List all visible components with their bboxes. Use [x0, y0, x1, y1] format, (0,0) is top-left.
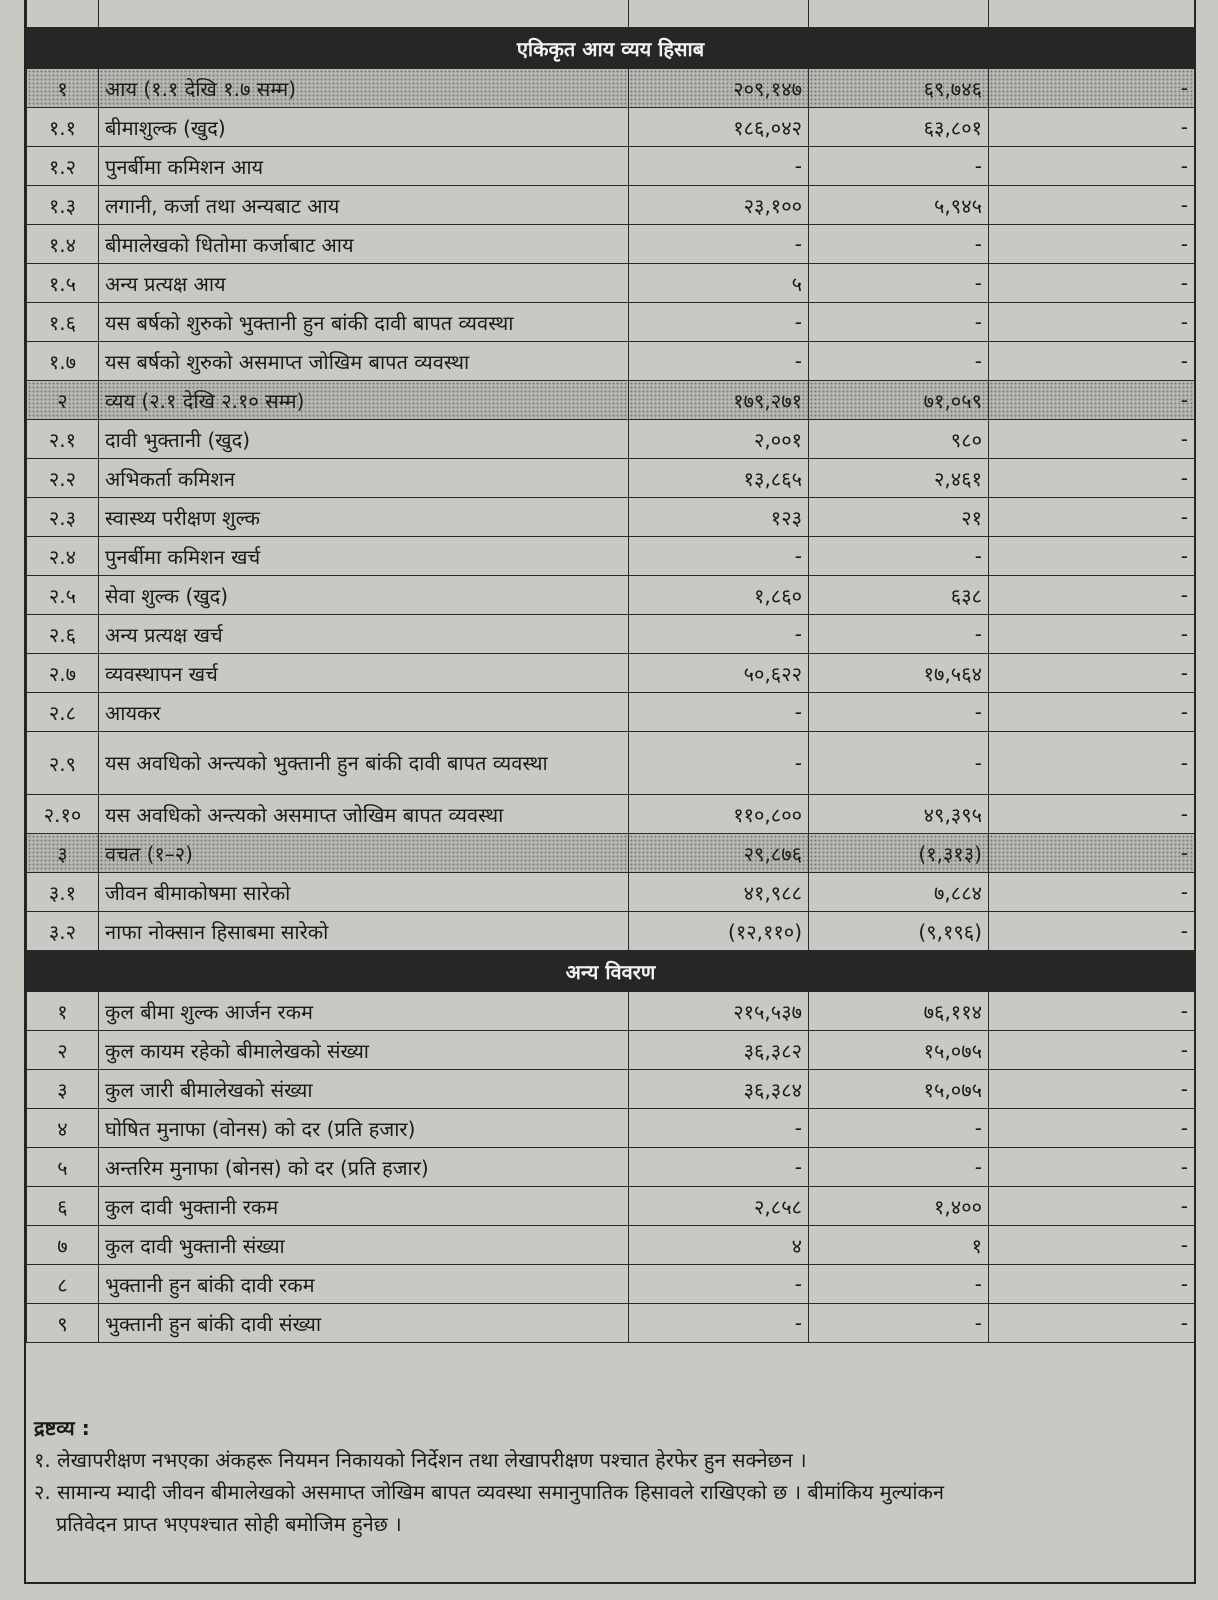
cell-no: २.६ — [27, 615, 99, 654]
cell-value-2: १ — [809, 1226, 989, 1265]
cell-value-2: - — [809, 615, 989, 654]
cell-value-2: १५,०७५ — [809, 1031, 989, 1070]
cell-value-2: ९८० — [809, 420, 989, 459]
cell-particular: आयकर — [99, 693, 629, 732]
cell-no: ३ — [27, 834, 99, 873]
cell-value-2: ४९,३९५ — [809, 795, 989, 834]
cell-value-1: - — [629, 1265, 809, 1304]
cell-value-1: ४ — [629, 1226, 809, 1265]
table-row — [27, 615, 1195, 654]
cell-value-3: - — [989, 732, 1195, 795]
table-row — [27, 992, 1195, 1031]
table-row — [27, 498, 1195, 537]
cell-particular: वचत (१–२) — [99, 834, 629, 873]
cell-no: २.५ — [27, 576, 99, 615]
cell-value-2 — [809, 0, 989, 28]
cell-value-2: - — [809, 693, 989, 732]
cell-value-3: - — [989, 225, 1195, 264]
cell-no: ८ — [27, 1265, 99, 1304]
cell-no: १.४ — [27, 225, 99, 264]
cell-value-1: १,८६० — [629, 576, 809, 615]
cell-no: २.४ — [27, 537, 99, 576]
cell-value-1: - — [629, 1304, 809, 1343]
cell-no: १.७ — [27, 342, 99, 381]
cell-value-2: - — [809, 1265, 989, 1304]
cell-value-3: - — [989, 1226, 1195, 1265]
cell-value-1: - — [629, 732, 809, 795]
cell-no: २.९ — [27, 732, 99, 795]
cell-value-3: - — [989, 912, 1195, 951]
cell-particular: भुक्तानी हुन बांकी दावी संख्या — [99, 1304, 629, 1343]
cell-value-3: - — [989, 108, 1195, 147]
cell-no — [27, 0, 99, 28]
cell-value-3: - — [989, 1148, 1195, 1187]
table-row — [27, 654, 1195, 693]
table-row — [27, 912, 1195, 951]
cell-value-1: २१५,५३७ — [629, 992, 809, 1031]
table-row — [27, 537, 1195, 576]
cell-particular: पुनर्बीमा कमिशन आय — [99, 147, 629, 186]
cell-value-1: ३६,३८२ — [629, 1031, 809, 1070]
cell-value-1: २३,१०० — [629, 186, 809, 225]
table-row — [27, 303, 1195, 342]
cell-particular — [99, 0, 629, 28]
cell-particular: नाफा नोक्सान हिसाबमा सारेको — [99, 912, 629, 951]
cell-particular: स्वास्थ्य परीक्षण शुल्क — [99, 498, 629, 537]
cell-value-1: - — [629, 1148, 809, 1187]
cell-no: ३.२ — [27, 912, 99, 951]
cell-value-1: १३,८६५ — [629, 459, 809, 498]
table-row — [27, 1304, 1195, 1343]
cell-value-3: - — [989, 1304, 1195, 1343]
cell-value-1: - — [629, 537, 809, 576]
cell-no: २.३ — [27, 498, 99, 537]
table-row — [27, 1031, 1195, 1070]
cell-value-2: - — [809, 342, 989, 381]
cell-value-1: १७९,२७१ — [629, 381, 809, 420]
cell-particular: यस बर्षको शुरुको भुक्तानी हुन बांकी दावी बापत व्यवस्था — [99, 303, 629, 342]
cell-value-3: - — [989, 498, 1195, 537]
table-row — [27, 1109, 1195, 1148]
cell-value-1: ४१,९८८ — [629, 873, 809, 912]
cell-value-2: - — [809, 225, 989, 264]
table-row — [27, 795, 1195, 834]
cell-value-1: - — [629, 1109, 809, 1148]
cell-value-1: ११०,८०० — [629, 795, 809, 834]
cell-no: ७ — [27, 1226, 99, 1265]
cell-value-3: - — [989, 303, 1195, 342]
cell-particular: पुनर्बीमा कमिशन खर्च — [99, 537, 629, 576]
cell-no: ५ — [27, 1148, 99, 1187]
notes-block — [24, 1410, 1196, 1584]
table-row — [27, 732, 1195, 795]
cell-value-1: - — [629, 303, 809, 342]
cell-particular: दावी भुक्तानी (खुद) — [99, 420, 629, 459]
table-row — [27, 873, 1195, 912]
cell-value-3: - — [989, 834, 1195, 873]
cell-particular: बीमाशुल्क (खुद) — [99, 108, 629, 147]
cell-value-3: - — [989, 693, 1195, 732]
cell-no: २.७ — [27, 654, 99, 693]
cell-value-2: ७१,०५९ — [809, 381, 989, 420]
cell-particular: यस अवधिको अन्त्यको भुक्तानी हुन बांकी दावी बापत व्यवस्था — [99, 732, 629, 795]
cell-value-2: - — [809, 1304, 989, 1343]
financial-table — [26, 0, 1195, 1343]
cell-particular: यस अवधिको अन्त्यको असमाप्त जोखिम बापत व्यवस्था — [99, 795, 629, 834]
note-item-1: १. लेखापरीक्षण नभएका अंकहरू नियमन निकायको निर्देशन तथा लेखापरीक्षण पश्चात हेरफेर हुन सक्नेछन । — [34, 1448, 807, 1472]
cell-value-1: (१२,११०) — [629, 912, 809, 951]
cell-value-3: - — [989, 147, 1195, 186]
cell-value-3: - — [989, 873, 1195, 912]
cell-no: ९ — [27, 1304, 99, 1343]
cell-value-1: - — [629, 342, 809, 381]
cell-value-3: - — [989, 1070, 1195, 1109]
cell-value-3: - — [989, 576, 1195, 615]
cell-no: १.६ — [27, 303, 99, 342]
cell-value-2: - — [809, 264, 989, 303]
cell-value-1: - — [629, 615, 809, 654]
cell-value-3: - — [989, 69, 1195, 108]
cell-value-1: - — [629, 147, 809, 186]
table-row — [27, 225, 1195, 264]
cell-particular: अन्य प्रत्यक्ष खर्च — [99, 615, 629, 654]
table-row — [27, 1226, 1195, 1265]
cell-particular: व्यवस्थापन खर्च — [99, 654, 629, 693]
cell-particular: लगानी, कर्जा तथा अन्यबाट आय — [99, 186, 629, 225]
cell-value-2: १७,५६४ — [809, 654, 989, 693]
cell-value-2: ७,८८४ — [809, 873, 989, 912]
table-row — [27, 576, 1195, 615]
table-row-group-total — [27, 381, 1195, 420]
table-row — [27, 264, 1195, 303]
cell-no: २.१० — [27, 795, 99, 834]
section-header — [27, 28, 1195, 69]
cell-value-3: - — [989, 381, 1195, 420]
table-row — [27, 420, 1195, 459]
cell-value-2: - — [809, 732, 989, 795]
cell-no: २ — [27, 1031, 99, 1070]
table-row — [27, 1148, 1195, 1187]
cell-value-2: (९,१९६) — [809, 912, 989, 951]
cell-value-2: ५,९४५ — [809, 186, 989, 225]
cell-particular: कुल दावी भुक्तानी रकम — [99, 1187, 629, 1226]
table-row-group-total — [27, 69, 1195, 108]
cell-value-2: - — [809, 303, 989, 342]
cell-particular: कुल बीमा शुल्क आर्जन रकम — [99, 992, 629, 1031]
cell-value-3 — [989, 0, 1195, 28]
cell-no: १ — [27, 69, 99, 108]
cell-value-2: - — [809, 537, 989, 576]
cell-no: १.२ — [27, 147, 99, 186]
table-row — [27, 108, 1195, 147]
table-frame — [24, 0, 1196, 1584]
cell-value-2: - — [809, 1109, 989, 1148]
cell-value-3: - — [989, 537, 1195, 576]
table-row — [27, 147, 1195, 186]
cell-value-1: - — [629, 225, 809, 264]
cell-value-2: २१ — [809, 498, 989, 537]
cell-no: १.३ — [27, 186, 99, 225]
cell-value-2: २,४६१ — [809, 459, 989, 498]
cell-particular: सेवा शुल्क (खुद) — [99, 576, 629, 615]
cell-particular: अन्तरिम मुनाफा (बोनस) को दर (प्रति हजार) — [99, 1148, 629, 1187]
cell-particular: यस बर्षको शुरुको असमाप्त जोखिम बापत व्यवस्था — [99, 342, 629, 381]
cell-value-2: - — [809, 147, 989, 186]
table-row — [27, 459, 1195, 498]
cell-value-1: ५ — [629, 264, 809, 303]
table-row — [27, 186, 1195, 225]
cell-no: २ — [27, 381, 99, 420]
cell-value-2: - — [809, 1148, 989, 1187]
cell-value-3: - — [989, 420, 1195, 459]
cell-no: ६ — [27, 1187, 99, 1226]
cell-value-1: २,००१ — [629, 420, 809, 459]
cell-value-2: ६९,७४६ — [809, 69, 989, 108]
table-row — [27, 1187, 1195, 1226]
cell-no: १ — [27, 992, 99, 1031]
section-title: एकिकृत आय व्यय हिसाब — [27, 28, 1195, 69]
table-row — [27, 342, 1195, 381]
cell-value-3: - — [989, 342, 1195, 381]
table-row-cut-off — [27, 0, 1195, 28]
cell-no: २.२ — [27, 459, 99, 498]
cell-value-1: २९,८७६ — [629, 834, 809, 873]
cell-particular: आय (१.१ देखि १.७ सम्म) — [99, 69, 629, 108]
cell-value-3: - — [989, 186, 1195, 225]
cell-particular: कुल कायम रहेको बीमालेखको संख्या — [99, 1031, 629, 1070]
cell-no: १.१ — [27, 108, 99, 147]
cell-value-1: ३६,३८४ — [629, 1070, 809, 1109]
cell-no: १.५ — [27, 264, 99, 303]
section-title: अन्य विवरण — [27, 951, 1195, 992]
cell-value-2: ६३८ — [809, 576, 989, 615]
cell-no: २.१ — [27, 420, 99, 459]
cell-value-3: - — [989, 1265, 1195, 1304]
section-header — [27, 951, 1195, 992]
cell-value-1 — [629, 0, 809, 28]
cell-no: ३.१ — [27, 873, 99, 912]
cell-value-3: - — [989, 795, 1195, 834]
cell-value-3: - — [989, 654, 1195, 693]
cell-no: २.८ — [27, 693, 99, 732]
cell-value-1: १८६,०४२ — [629, 108, 809, 147]
cell-value-3: - — [989, 264, 1195, 303]
cell-value-3: - — [989, 1187, 1195, 1226]
cell-value-1: २०९,१४७ — [629, 69, 809, 108]
cell-particular: घोषित मुनाफा (वोनस) को दर (प्रति हजार) — [99, 1109, 629, 1148]
cell-particular: अन्य प्रत्यक्ष आय — [99, 264, 629, 303]
cell-value-1: ५०,६२२ — [629, 654, 809, 693]
cell-particular: जीवन बीमाकोषमा सारेको — [99, 873, 629, 912]
cell-particular: कुल जारी बीमालेखको संख्या — [99, 1070, 629, 1109]
cell-particular: बीमालेखको धितोमा कर्जाबाट आय — [99, 225, 629, 264]
notes-title: द्रष्टव्य : — [34, 1416, 90, 1440]
table-row-group-total — [27, 834, 1195, 873]
cell-particular: कुल दावी भुक्तानी संख्या — [99, 1226, 629, 1265]
cell-value-3: - — [989, 459, 1195, 498]
note-item-2-continuation: प्रतिवेदन प्राप्त भएपश्चात सोही बमोजिम हुनेछ । — [56, 1512, 402, 1536]
cell-value-3: - — [989, 992, 1195, 1031]
cell-value-1: २,८५८ — [629, 1187, 809, 1226]
table-row — [27, 1070, 1195, 1109]
cell-value-2: ७६,११४ — [809, 992, 989, 1031]
cell-value-3: - — [989, 1109, 1195, 1148]
table-row — [27, 1265, 1195, 1304]
cell-value-2: १,४०० — [809, 1187, 989, 1226]
cell-value-3: - — [989, 615, 1195, 654]
cell-particular: भुक्तानी हुन बांकी दावी रकम — [99, 1265, 629, 1304]
table-row — [27, 693, 1195, 732]
cell-particular: अभिकर्ता कमिशन — [99, 459, 629, 498]
cell-value-2: १५,०७५ — [809, 1070, 989, 1109]
cell-value-1: - — [629, 693, 809, 732]
cell-particular: व्यय (२.१ देखि २.१० सम्म) — [99, 381, 629, 420]
cell-value-1: १२३ — [629, 498, 809, 537]
cell-no: ४ — [27, 1109, 99, 1148]
cell-value-3: - — [989, 1031, 1195, 1070]
cell-no: ३ — [27, 1070, 99, 1109]
table-body — [27, 0, 1195, 1343]
cell-value-2: (१,३१३) — [809, 834, 989, 873]
note-item-2: २. सामान्य म्यादी जीवन बीमालेखको असमाप्त जोखिम बापत व्यवस्था समानुपातिक हिसावले राखिएको छ । बीमांकिय मुल्यांकन — [34, 1480, 944, 1504]
cell-value-2: ६३,८०१ — [809, 108, 989, 147]
